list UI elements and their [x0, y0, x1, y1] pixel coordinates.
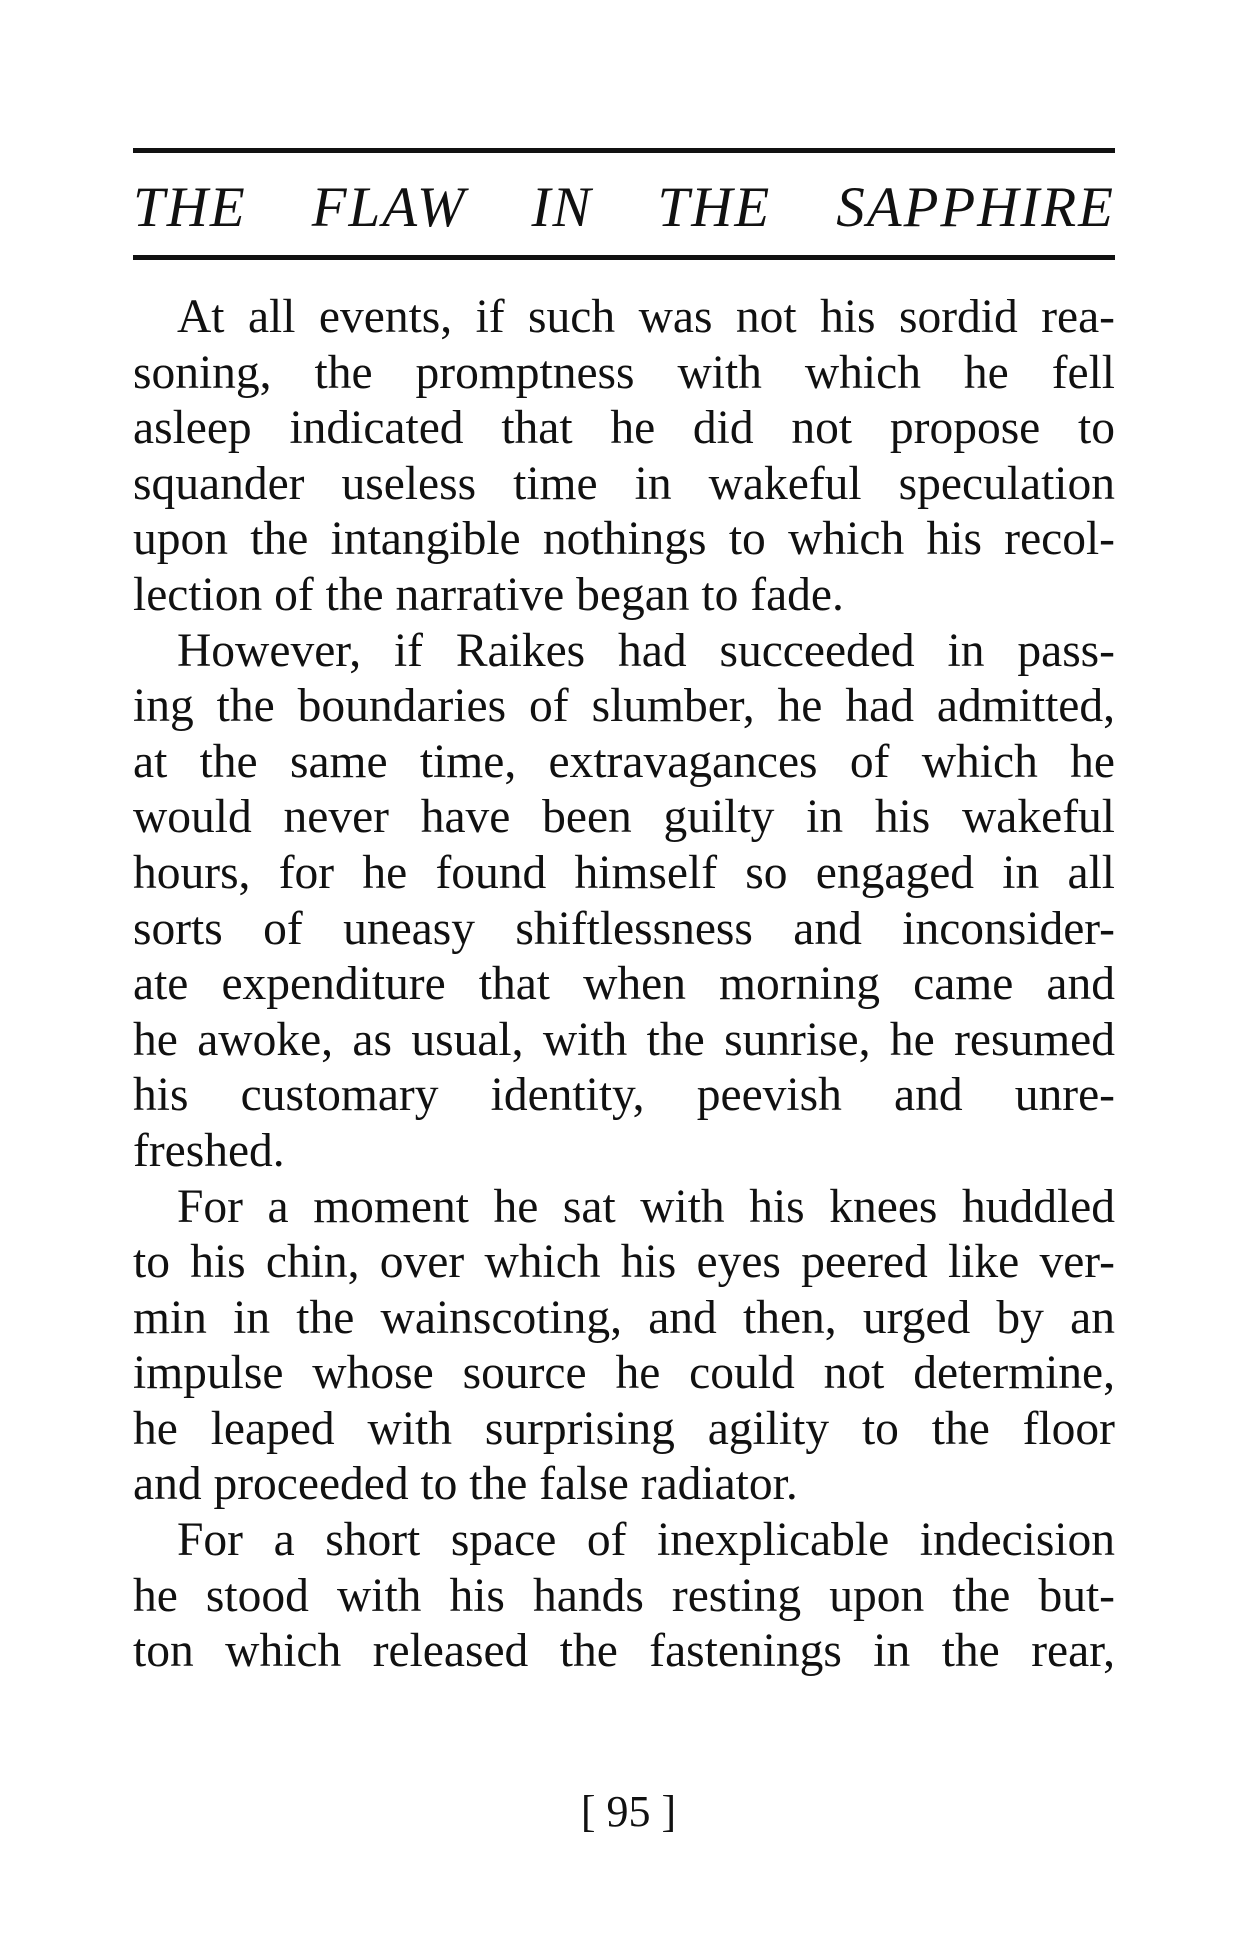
paragraph	[133, 1513, 1115, 1680]
text-line: asleep indicated that he did not propose to	[133, 402, 1115, 455]
text-line: squander useless time in wakeful speculation	[133, 457, 1115, 510]
text-line: he leaped with surprising agility to the floor	[133, 1402, 1115, 1455]
text-line: For a moment he sat with his knees huddled	[177, 1180, 1115, 1233]
running-head	[133, 178, 1115, 238]
paragraph	[133, 290, 1115, 624]
text-line: at the same time, extravagances of which he	[133, 735, 1115, 788]
running-head-word: THE	[657, 176, 772, 239]
text-line: At all events, if such was not his sordid rea-	[177, 291, 1115, 343]
text-line: sorts of uneasy shiftlessness and inconsider-	[133, 902, 1115, 955]
text-line: For a short space of inexplicable indecision	[177, 1514, 1115, 1567]
text-line: his customary identity, peevish and unre-	[133, 1069, 1115, 1122]
text-line: he stood with his hands resting upon the but-	[133, 1569, 1115, 1622]
paragraph	[133, 1180, 1115, 1514]
text-line: impulse whose source he could not determine,	[133, 1347, 1115, 1400]
text-line: hours, for he found himself so engaged in all	[133, 846, 1115, 899]
text-line: ton which released the fastenings in the rear,	[133, 1625, 1115, 1678]
text-line: he awoke, as usual, with the sunrise, he resumed	[133, 1013, 1115, 1066]
header-rule-top	[133, 148, 1115, 153]
text-line: and proceeded to the false radiator.	[133, 1458, 798, 1511]
text-line: ing the boundaries of slumber, he had admitted,	[133, 680, 1115, 733]
text-line: min in the wainscoting, and then, urged by an	[133, 1291, 1115, 1344]
text-line: ate expenditure that when morning came and	[133, 958, 1115, 1011]
running-head-word: FLAW	[311, 176, 467, 239]
running-head-word: SAPPHIRE	[836, 176, 1115, 239]
text-line: soning, the promptness with which he fell	[133, 346, 1115, 399]
text-line: freshed.	[133, 1124, 285, 1177]
page-number: [ 95 ]	[580, 1787, 677, 1836]
header-rule-bottom	[133, 255, 1115, 260]
running-head-word: THE	[133, 176, 247, 239]
running-head-word: IN	[531, 176, 593, 239]
text-line: upon the intangible nothings to which his recol-	[133, 513, 1115, 566]
body-text	[133, 290, 1115, 1680]
text-line: would never have been guilty in his wakeful	[133, 791, 1115, 844]
paragraph	[133, 624, 1115, 1180]
text-line: However, if Raikes had succeeded in pass-	[177, 624, 1115, 677]
text-line: to his chin, over which his eyes peered like ver-	[133, 1236, 1115, 1289]
text-line: lection of the narrative began to fade.	[133, 568, 844, 621]
